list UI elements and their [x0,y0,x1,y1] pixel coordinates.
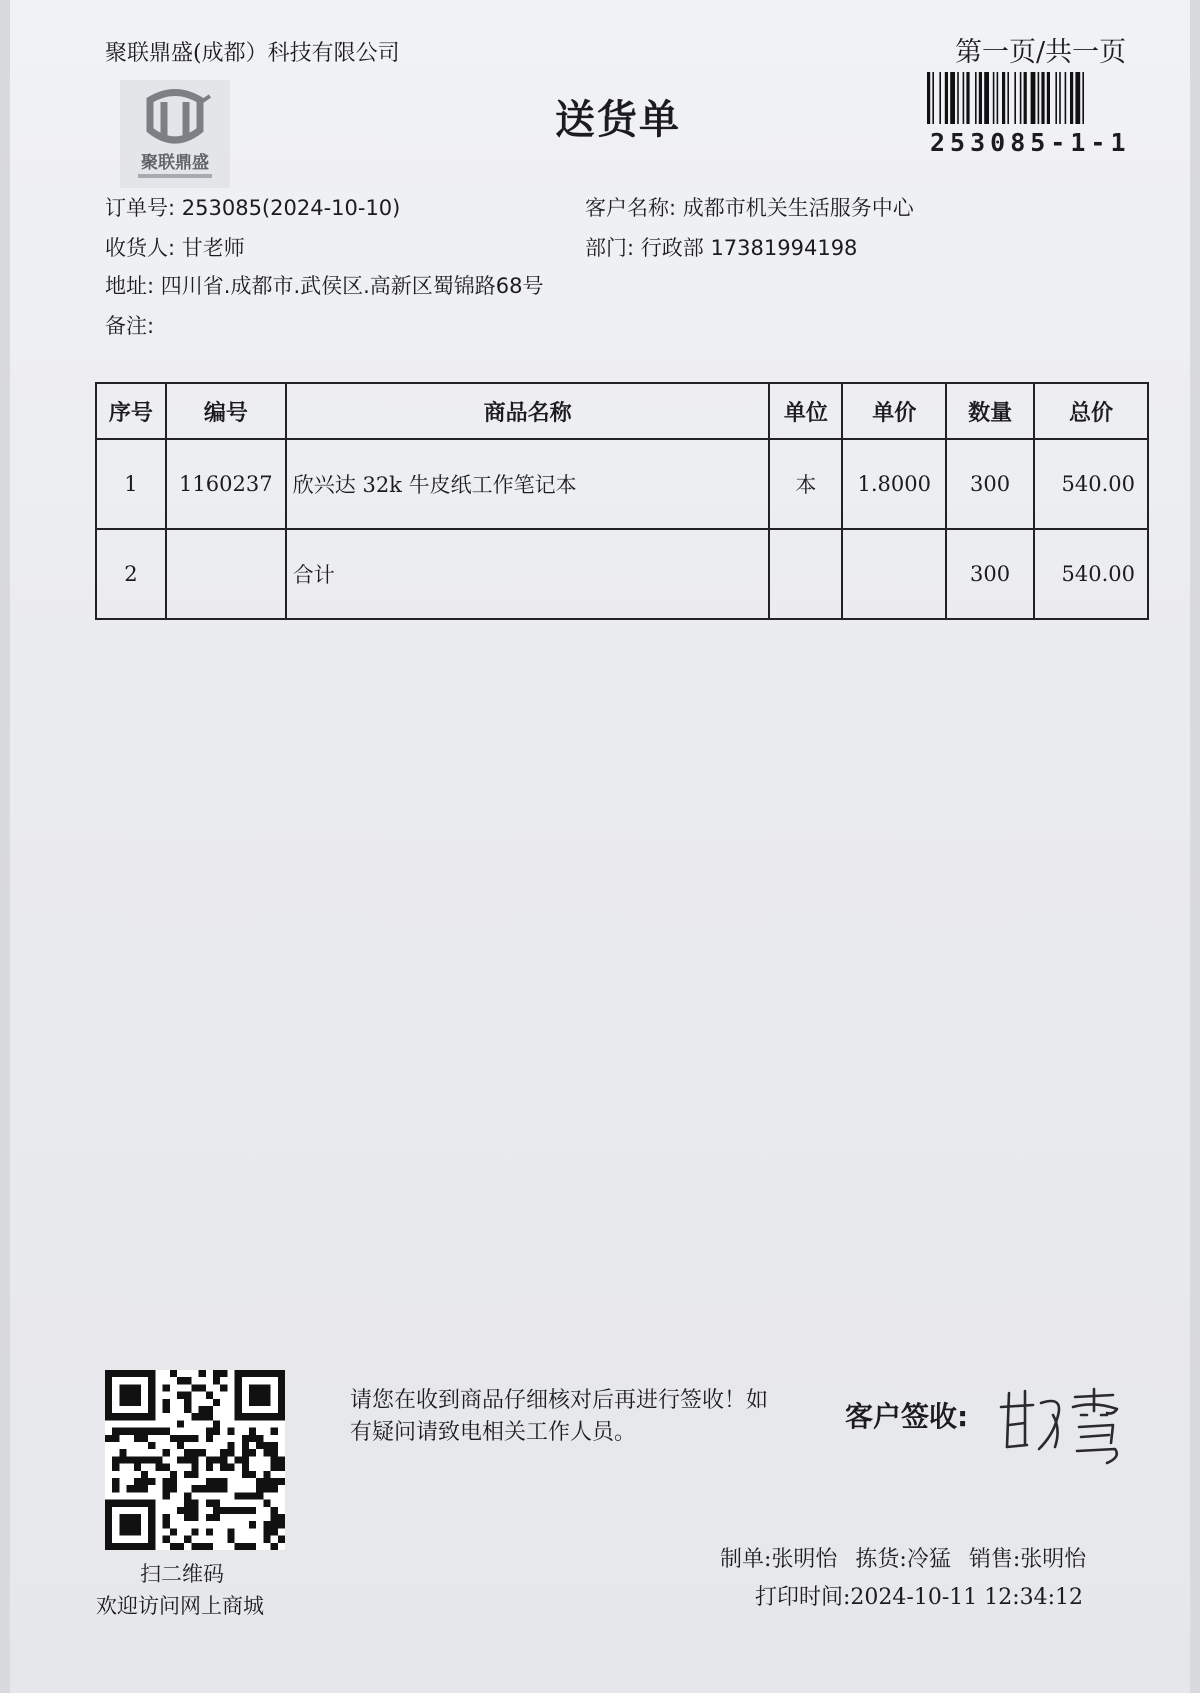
address-row [105,270,544,300]
cell-product-name: 合计 [286,529,770,619]
receipt-notice: 请您在收到商品仔细核对后再进行签收！如有疑问请致电相关工作人员。 [350,1388,769,1445]
qr-caption-welcome: 欢迎访问网上商城 [96,1594,264,1618]
department-row [585,232,857,262]
company-logo [120,80,230,188]
header-code: 编号 [166,383,286,439]
order-number-row [105,192,400,222]
handwritten-signature [995,1385,1125,1465]
header-unit: 单位 [769,383,842,439]
cell-unit: 本 [769,439,842,529]
receiver-value: 甘老师 [181,236,245,260]
logo-text: 聚联鼎盛 [141,153,209,173]
customer-value: 成都市机关生活服务中心 [682,196,914,220]
order-number-label: 订单号: [105,196,176,220]
header-product-name: 商品名称 [286,383,770,439]
customer-row [585,192,914,222]
header-seq: 序号 [96,383,166,439]
cell-seq: 1 [96,439,166,529]
order-number-value: 253085(2024-10-10) [181,196,401,220]
barcode-number: 253085-1-1 [930,128,1131,157]
maker-info: 制单:张明怡 [720,1547,838,1572]
cell-unit-price: 1.8000 [842,439,946,529]
address-label: 地址: [105,274,155,298]
address-value: 四川省.成都市.武侯区.高新区蜀锦路68号 [160,274,544,298]
cell-code [166,529,286,619]
header-unit-price: 单价 [842,383,946,439]
qr-code-icon[interactable] [105,1370,285,1550]
picker-info: 拣货:冷猛 [855,1547,951,1572]
department-value: 行政部 17381994198 [640,236,858,260]
table-row [96,439,1148,529]
cell-quantity: 300 [946,439,1034,529]
cell-code: 1160237 [166,439,286,529]
page-indicator: 第一页/共一页 [955,37,1127,68]
cell-total: 540.00 [1034,529,1148,619]
header-quantity: 数量 [946,383,1034,439]
print-time: 打印时间:2024-10-11 12:34:12 [755,1585,1084,1610]
cell-unit [769,529,842,619]
receiver-row [105,232,245,262]
staff-info [720,1542,1104,1573]
note-label: 备注: [105,314,155,338]
document-title: 送货单 [555,96,681,143]
table-header-row [96,383,1148,439]
barcode-icon [927,72,1145,124]
header-total: 总价 [1034,383,1148,439]
customer-sign-label: 客户签收: [845,1400,969,1433]
table-row [96,529,1148,619]
customer-label: 客户名称: [585,196,677,220]
cell-seq: 2 [96,529,166,619]
company-name: 聚联鼎盛(成都）科技有限公司 [105,41,400,66]
delivery-note-sheet [10,0,1190,1693]
qr-caption-scan: 扫二维码 [140,1562,224,1586]
department-label: 部门: [585,236,635,260]
receiver-label: 收货人: [105,236,176,260]
sales-info: 销售:张明怡 [968,1547,1087,1572]
cell-unit-price [842,529,946,619]
note-row [105,310,154,340]
cell-total: 540.00 [1034,439,1148,529]
cell-product-name: 欣兴达 32k 牛皮纸工作笔记本 [286,439,770,529]
cell-quantity: 300 [946,529,1034,619]
items-table [95,382,1149,620]
